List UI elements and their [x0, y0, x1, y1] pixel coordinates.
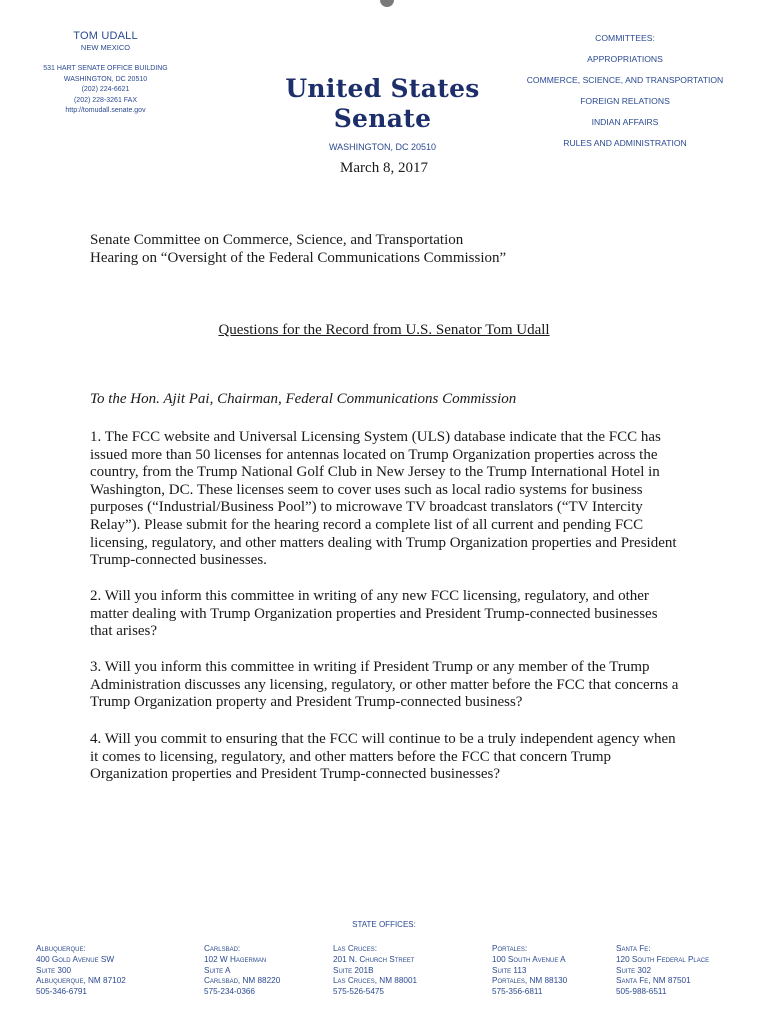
- office-carlsbad: [204, 944, 334, 998]
- office-citystate: Santa Fe, NM 87501: [616, 976, 691, 986]
- office-phone: 505-346-6791: [36, 987, 87, 997]
- office-street: 201 N. Church Street: [333, 954, 415, 964]
- office-street: 100 South Avenue A: [492, 954, 566, 964]
- office-address-line2: WASHINGTON, DC 20510: [63, 75, 148, 83]
- hearing-heading: [90, 231, 506, 267]
- office-phone: 505-988-6511: [616, 987, 667, 997]
- question-2: 2. Will you inform this committee in writing of any new FCC licensing, regulatory, and other matter dealing with Trump Organization properties and President Trump-connected businesses that arises?: [90, 588, 658, 640]
- office-city: Las Cruces:: [333, 944, 378, 953]
- committee-item: COMMERCE, SCIENCE, AND TRANSPORTATION: [526, 75, 724, 85]
- office-suite: Suite 113: [492, 965, 527, 975]
- state-offices-label: STATE OFFICES:: [352, 920, 416, 929]
- question-4: 4. Will you commit to ensuring that the FCC will continue to be a truly independent agency when it comes to licensing, regulatory, and other matters before the FCC that concern Trump Organization properties and President Trump-connected businesses?: [90, 731, 676, 783]
- office-portales: [492, 944, 622, 998]
- recipient-line: To the Hon. Ajit Pai, Chairman, Federal Communications Commission: [90, 391, 517, 407]
- committee-item: INDIAN AFFAIRS: [591, 117, 659, 127]
- letter-date: March 8, 2017: [340, 160, 428, 176]
- office-suite: Suite A: [204, 965, 231, 975]
- office-city: Carlsbad:: [204, 944, 241, 953]
- committees-label: COMMITTEES:: [595, 33, 655, 43]
- hearing-title: Hearing on “Oversight of the Federal Communications Commission”: [90, 250, 507, 266]
- office-phone: 575-526-5475: [333, 987, 384, 997]
- senator-contact-block: [28, 30, 183, 117]
- office-street: 400 Gold Avenue SW: [36, 954, 115, 964]
- office-citystate: Las Cruces, NM 88001: [333, 976, 418, 986]
- question-3: 3. Will you inform this committee in writing if President Trump or any member of the Trump Administration discusses any licensing, regulatory, or other matter before the FCC that concerns a Trump Organization property and President Trump-connected business?: [90, 659, 679, 711]
- committee-item: RULES AND ADMINISTRATION: [563, 138, 687, 148]
- senate-city: WASHINGTON, DC 20510: [328, 142, 437, 152]
- office-phone: 575-234-0366: [204, 987, 255, 997]
- office-albuquerque: [36, 944, 166, 998]
- question-1: 1. The FCC website and Universal Licensing System (ULS) database indicate that the FCC has issued more than 50 licenses for antennas located on Trump Organization properties across the country, from the Trump National Golf Club in New Jersey to the Trump International Hotel in Washington, DC. These licenses seem to cover uses such as local radio systems for business purposes (“Industrial/Business Pool”) to microwave TV broadcast translators (“TV Intercity Relay”). Please submit for the hearing record a complete list of all current and pending FCC licensing, regulatory, and other matters dealing with Trump Organization properties and President Trump-connected businesses.: [90, 429, 677, 569]
- committees-block: [520, 28, 730, 154]
- office-fax: (202) 228-3261 FAX: [73, 96, 138, 104]
- senator-name: TOM UDALL: [73, 30, 138, 42]
- office-las-cruces: [333, 944, 463, 998]
- office-address-line1: 531 HART SENATE OFFICE BUILDING: [43, 65, 168, 72]
- office-street: 120 South Federal Place: [616, 954, 710, 964]
- office-city: Santa Fe:: [616, 944, 651, 953]
- office-santa-fe: [616, 944, 746, 998]
- office-city: Portales:: [492, 944, 528, 953]
- senate-masthead: [250, 74, 515, 152]
- senator-website-link[interactable]: http://tomudall.senate.gov: [65, 107, 146, 114]
- office-phone: 575-356-6811: [492, 987, 543, 997]
- office-citystate: Portales, NM 88130: [492, 976, 568, 986]
- committee-item: APPROPRIATIONS: [587, 54, 663, 64]
- office-citystate: Albuquerque, NM 87102: [36, 976, 126, 986]
- senate-title: United States Senate: [285, 74, 480, 133]
- questions-title: Questions for the Record from U.S. Senator Tom Udall: [218, 322, 550, 338]
- hearing-committee: Senate Committee on Commerce, Science, and Transportation: [90, 232, 464, 248]
- senator-state: NEW MEXICO: [80, 43, 131, 52]
- office-phone: (202) 224-6621: [81, 86, 130, 93]
- committee-item: FOREIGN RELATIONS: [580, 96, 670, 106]
- office-street: 102 W Hagerman: [204, 954, 267, 964]
- office-suite: Suite 201B: [333, 965, 374, 975]
- office-suite: Suite 300: [36, 965, 72, 975]
- office-citystate: Carlsbad, NM 88220: [204, 976, 281, 986]
- staple-mark: [380, 0, 394, 7]
- office-city: Albuquerque:: [36, 944, 86, 953]
- office-suite: Suite 302: [616, 965, 652, 975]
